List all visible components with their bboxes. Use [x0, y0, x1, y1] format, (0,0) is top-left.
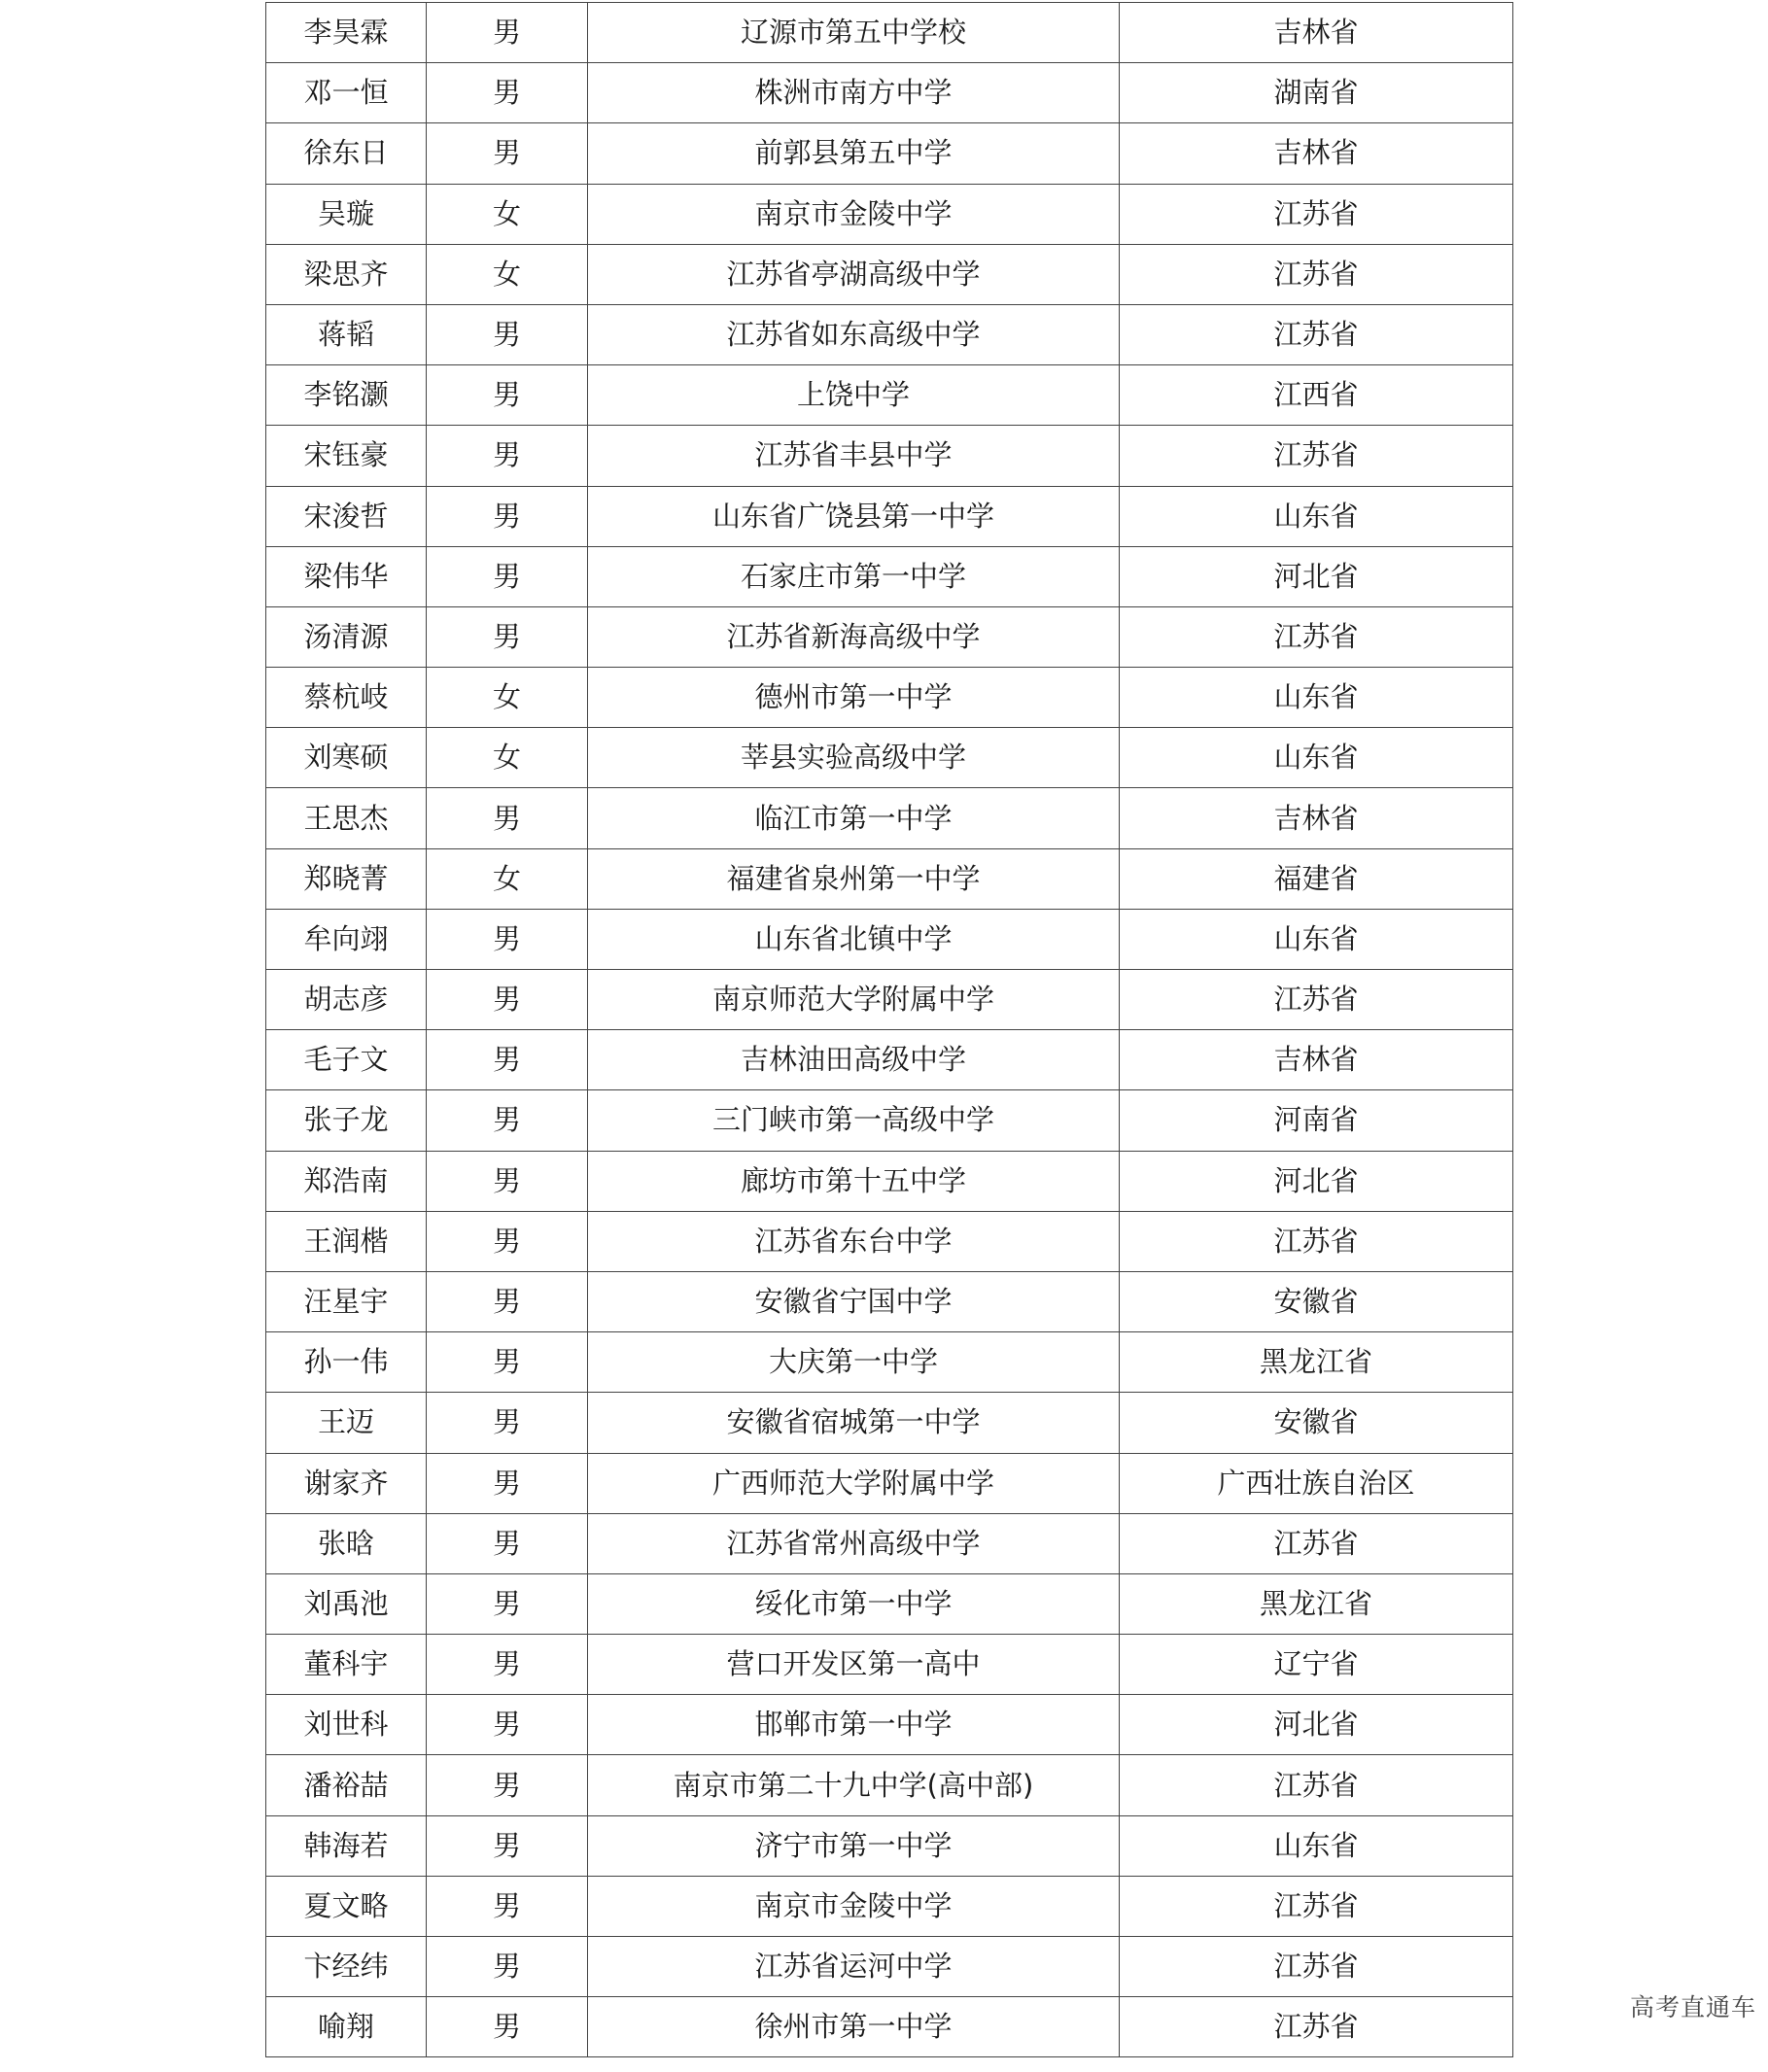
school-cell: 上饶中学	[588, 365, 1120, 426]
school-cell: 山东省广饶县第一中学	[588, 486, 1120, 546]
province-cell: 江苏省	[1120, 244, 1513, 304]
school-cell: 福建省泉州第一中学	[588, 848, 1120, 909]
student-name-cell: 刘寒硕	[266, 728, 427, 788]
table-row	[266, 1997, 1513, 2057]
table-row	[266, 1755, 1513, 1815]
table-row	[266, 728, 1513, 788]
province-cell: 江苏省	[1120, 426, 1513, 486]
school-cell: 株洲市南方中学	[588, 63, 1120, 123]
gender-cell: 女	[427, 184, 588, 244]
student-name-cell: 牟向翊	[266, 909, 427, 969]
student-name-cell: 夏文略	[266, 1876, 427, 1936]
province-cell: 江苏省	[1120, 606, 1513, 667]
student-name-cell: 刘世科	[266, 1695, 427, 1755]
gender-cell: 男	[427, 606, 588, 667]
student-name-cell: 邓一恒	[266, 63, 427, 123]
watermark-text: 高考直通车	[1629, 1993, 1756, 2021]
table-row	[266, 1030, 1513, 1090]
student-name-cell: 梁思齐	[266, 244, 427, 304]
table-row	[266, 63, 1513, 123]
table-row	[266, 1876, 1513, 1936]
student-name-cell: 韩海若	[266, 1815, 427, 1876]
table-row	[266, 1635, 1513, 1695]
school-cell: 南京师范大学附属中学	[588, 970, 1120, 1030]
province-cell: 江苏省	[1120, 1211, 1513, 1271]
province-cell: 广西壮族自治区	[1120, 1453, 1513, 1513]
table-row	[266, 788, 1513, 848]
table-row	[266, 1695, 1513, 1755]
student-name-cell: 汪星宇	[266, 1271, 427, 1331]
province-cell: 福建省	[1120, 848, 1513, 909]
school-cell: 莘县实验高级中学	[588, 728, 1120, 788]
student-name-cell: 宋浚哲	[266, 486, 427, 546]
gender-cell: 男	[427, 1271, 588, 1331]
student-name-cell: 胡志彦	[266, 970, 427, 1030]
gender-cell: 男	[427, 970, 588, 1030]
gender-cell: 男	[427, 1211, 588, 1271]
student-name-cell: 王思杰	[266, 788, 427, 848]
gender-cell: 女	[427, 848, 588, 909]
student-name-cell: 蔡杭岐	[266, 668, 427, 728]
table-row	[266, 365, 1513, 426]
gender-cell: 男	[427, 1937, 588, 1997]
gender-cell: 男	[427, 123, 588, 184]
table-row	[266, 1211, 1513, 1271]
province-cell: 湖南省	[1120, 63, 1513, 123]
student-name-cell: 宋钰豪	[266, 426, 427, 486]
province-cell: 山东省	[1120, 1815, 1513, 1876]
province-cell: 安徽省	[1120, 1393, 1513, 1453]
gender-cell: 男	[427, 788, 588, 848]
school-cell: 大庆第一中学	[588, 1332, 1120, 1393]
province-cell: 江苏省	[1120, 1755, 1513, 1815]
province-cell: 黑龙江省	[1120, 1573, 1513, 1634]
province-cell: 江苏省	[1120, 304, 1513, 364]
province-cell: 江西省	[1120, 365, 1513, 426]
school-cell: 营口开发区第一高中	[588, 1635, 1120, 1695]
gender-cell: 男	[427, 1755, 588, 1815]
student-name-cell: 卞经纬	[266, 1937, 427, 1997]
student-name-cell: 王润楷	[266, 1211, 427, 1271]
school-cell: 吉林油田高级中学	[588, 1030, 1120, 1090]
school-cell: 江苏省亭湖高级中学	[588, 244, 1120, 304]
school-cell: 山东省北镇中学	[588, 909, 1120, 969]
school-cell: 南京市第二十九中学(高中部)	[588, 1755, 1120, 1815]
school-cell: 辽源市第五中学校	[588, 3, 1120, 63]
gender-cell: 男	[427, 1635, 588, 1695]
student-name-cell: 毛子文	[266, 1030, 427, 1090]
province-cell: 河北省	[1120, 1695, 1513, 1755]
province-cell: 江苏省	[1120, 1513, 1513, 1573]
table-row	[266, 1453, 1513, 1513]
table-row	[266, 909, 1513, 969]
school-cell: 石家庄市第一中学	[588, 546, 1120, 606]
table-row	[266, 1271, 1513, 1331]
roster-body	[266, 3, 1513, 2057]
province-cell: 河北省	[1120, 1151, 1513, 1211]
school-cell: 江苏省如东高级中学	[588, 304, 1120, 364]
gender-cell: 男	[427, 1573, 588, 1634]
table-row	[266, 848, 1513, 909]
province-cell: 江苏省	[1120, 970, 1513, 1030]
student-name-cell: 李昊霖	[266, 3, 427, 63]
student-name-cell: 蒋韬	[266, 304, 427, 364]
student-name-cell: 李铭灏	[266, 365, 427, 426]
province-cell: 河北省	[1120, 546, 1513, 606]
gender-cell: 男	[427, 1513, 588, 1573]
student-name-cell: 郑晓菁	[266, 848, 427, 909]
school-cell: 德州市第一中学	[588, 668, 1120, 728]
province-cell: 山东省	[1120, 486, 1513, 546]
province-cell: 江苏省	[1120, 1997, 1513, 2057]
student-name-cell: 谢家齐	[266, 1453, 427, 1513]
school-cell: 临江市第一中学	[588, 788, 1120, 848]
gender-cell: 男	[427, 365, 588, 426]
gender-cell: 男	[427, 1151, 588, 1211]
province-cell: 江苏省	[1120, 1937, 1513, 1997]
province-cell: 辽宁省	[1120, 1635, 1513, 1695]
table-row	[266, 1090, 1513, 1151]
table-row	[266, 123, 1513, 184]
student-name-cell: 郑浩南	[266, 1151, 427, 1211]
gender-cell: 男	[427, 304, 588, 364]
table-row	[266, 304, 1513, 364]
student-name-cell: 张晗	[266, 1513, 427, 1573]
school-cell: 安徽省宁国中学	[588, 1271, 1120, 1331]
gender-cell: 男	[427, 1453, 588, 1513]
student-name-cell: 张子龙	[266, 1090, 427, 1151]
table-row	[266, 668, 1513, 728]
table-row	[266, 970, 1513, 1030]
table-row	[266, 3, 1513, 63]
school-cell: 江苏省运河中学	[588, 1937, 1120, 1997]
gender-cell: 男	[427, 1997, 588, 2057]
gender-cell: 女	[427, 668, 588, 728]
school-cell: 安徽省宿城第一中学	[588, 1393, 1120, 1453]
gender-cell: 女	[427, 244, 588, 304]
student-name-cell: 吴璇	[266, 184, 427, 244]
school-cell: 江苏省新海高级中学	[588, 606, 1120, 667]
table-row	[266, 486, 1513, 546]
table-row	[266, 606, 1513, 667]
student-name-cell: 刘禹池	[266, 1573, 427, 1634]
school-cell: 三门峡市第一高级中学	[588, 1090, 1120, 1151]
gender-cell: 男	[427, 426, 588, 486]
student-name-cell: 潘裕喆	[266, 1755, 427, 1815]
table-row	[266, 426, 1513, 486]
province-cell: 江苏省	[1120, 184, 1513, 244]
table-row	[266, 244, 1513, 304]
table-row	[266, 1151, 1513, 1211]
school-cell: 济宁市第一中学	[588, 1815, 1120, 1876]
school-cell: 南京市金陵中学	[588, 1876, 1120, 1936]
gender-cell: 男	[427, 1332, 588, 1393]
province-cell: 黑龙江省	[1120, 1332, 1513, 1393]
school-cell: 江苏省东台中学	[588, 1211, 1120, 1271]
school-cell: 绥化市第一中学	[588, 1573, 1120, 1634]
gender-cell: 男	[427, 1876, 588, 1936]
gender-cell: 男	[427, 1393, 588, 1453]
school-cell: 廊坊市第十五中学	[588, 1151, 1120, 1211]
school-cell: 广西师范大学附属中学	[588, 1453, 1120, 1513]
school-cell: 江苏省常州高级中学	[588, 1513, 1120, 1573]
table-row	[266, 1513, 1513, 1573]
school-cell: 徐州市第一中学	[588, 1997, 1120, 2057]
province-cell: 吉林省	[1120, 788, 1513, 848]
gender-cell: 男	[427, 1030, 588, 1090]
student-name-cell: 梁伟华	[266, 546, 427, 606]
province-cell: 山东省	[1120, 668, 1513, 728]
table-row	[266, 1332, 1513, 1393]
province-cell: 山东省	[1120, 909, 1513, 969]
table-row	[266, 546, 1513, 606]
province-cell: 吉林省	[1120, 1030, 1513, 1090]
student-name-cell: 汤清源	[266, 606, 427, 667]
gender-cell: 男	[427, 63, 588, 123]
gender-cell: 女	[427, 728, 588, 788]
gender-cell: 男	[427, 1090, 588, 1151]
school-cell: 南京市金陵中学	[588, 184, 1120, 244]
table-row	[266, 1937, 1513, 1997]
gender-cell: 男	[427, 486, 588, 546]
province-cell: 吉林省	[1120, 3, 1513, 63]
gender-cell: 男	[427, 3, 588, 63]
school-cell: 邯郸市第一中学	[588, 1695, 1120, 1755]
table-row	[266, 1573, 1513, 1634]
table-row	[266, 1815, 1513, 1876]
province-cell: 河南省	[1120, 1090, 1513, 1151]
table-row	[266, 184, 1513, 244]
gender-cell: 男	[427, 1815, 588, 1876]
school-cell: 江苏省丰县中学	[588, 426, 1120, 486]
gender-cell: 男	[427, 909, 588, 969]
student-name-cell: 王迈	[266, 1393, 427, 1453]
student-name-cell: 徐东日	[266, 123, 427, 184]
student-name-cell: 董科宇	[266, 1635, 427, 1695]
gender-cell: 男	[427, 546, 588, 606]
school-cell: 前郭县第五中学	[588, 123, 1120, 184]
gender-cell: 男	[427, 1695, 588, 1755]
province-cell: 山东省	[1120, 728, 1513, 788]
student-roster-table	[265, 2, 1513, 2057]
table-row	[266, 1393, 1513, 1453]
province-cell: 安徽省	[1120, 1271, 1513, 1331]
province-cell: 吉林省	[1120, 123, 1513, 184]
student-name-cell: 孙一伟	[266, 1332, 427, 1393]
student-name-cell: 喻翔	[266, 1997, 427, 2057]
province-cell: 江苏省	[1120, 1876, 1513, 1936]
